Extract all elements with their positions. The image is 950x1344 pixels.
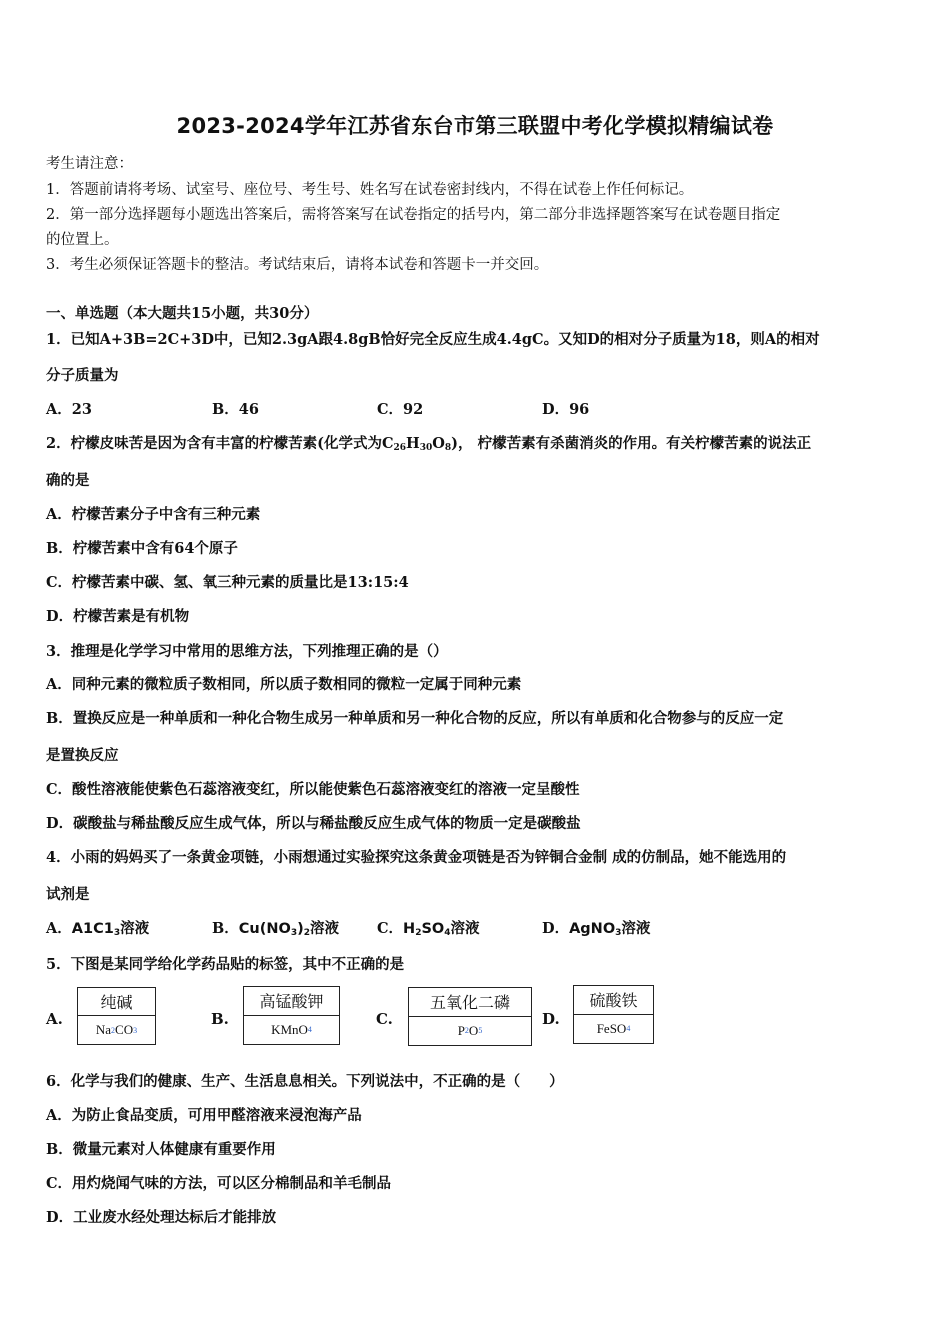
formula-part: AgNO [569, 921, 616, 937]
subscript: 8 [444, 443, 452, 453]
q4-option-b [212, 917, 339, 938]
formula-part: ) [297, 921, 304, 937]
label-name: 纯碱 [78, 988, 155, 1016]
q6-option-c: C．用灼烧闻气味的方法，可以区分棉制品和羊毛制品 [46, 1175, 392, 1192]
q5-label-d [573, 985, 654, 1044]
q2-stem-line1 [46, 432, 811, 453]
q2-option-a: A．柠檬苦素分子中含有三种元素 [46, 506, 261, 523]
q1-option-c: C．92 [377, 401, 424, 418]
q6-option-d: D．工业废水经处理达标后才能排放 [46, 1209, 277, 1226]
q6-stem: 6．化学与我们的健康、生产、生活息息相关。下列说法中，不正确的是（ ） [46, 1073, 564, 1090]
subscript: 3 [290, 928, 298, 938]
formula-part: P [457, 1022, 465, 1038]
notice-item-3: 3．考生必须保证答题卡的整洁。考试结束后，请将本试卷和答题卡一并交回。 [46, 257, 549, 273]
q1-option-b: B．46 [212, 401, 259, 418]
formula-part: O [468, 1022, 479, 1038]
q4-stem-line1: 4．小雨的妈妈买了一条黄金项链，小雨想通过实验探究这条黄金项链是否为锌铜合金制 成的仿制品，她不能选用的 [46, 849, 787, 866]
notice-item-2: 2．第一部分选择题每小题选出答案后，需将答案写在试卷指定的括号内，第二部分非选择题答案写在试卷题目指定 [46, 207, 781, 223]
subscript: 4 [307, 1025, 312, 1035]
q1-option-d: D．96 [542, 401, 590, 418]
q5-label-a-letter: A. [46, 1010, 63, 1028]
label-formula [574, 1015, 653, 1044]
q3-option-c: C．酸性溶液能使紫色石蕊溶液变红，所以能使紫色石蕊溶液变红的溶液一定呈酸性 [46, 781, 580, 798]
subscript: 2 [464, 1026, 469, 1036]
q4-option-d [542, 917, 650, 938]
formula-part: H [403, 921, 416, 937]
q5-label-c-letter: C. [376, 1010, 393, 1028]
formula-part: Na [95, 1022, 112, 1037]
label-formula [409, 1017, 531, 1046]
q2-stem-line2: 确的是 [46, 472, 90, 489]
q3-option-a: A．同种元素的微粒质子数相同，所以质子数相同的微粒一定属于同种元素 [46, 676, 522, 693]
page-title: 2023-2024学年江苏省东台市第三联盟中考化学模拟精编试卷 [176, 114, 774, 138]
q5-label-b [243, 986, 340, 1045]
q2-option-d: D．柠檬苦素是有机物 [46, 608, 190, 625]
label-formula [78, 1016, 155, 1044]
q3-option-b-cont: 是置换反应 [46, 747, 119, 764]
q2-stem-text: 2．柠檬皮味苦是因为含有丰富的柠檬苦素(化学式为C [46, 435, 394, 452]
q4-stem-line2: 试剂是 [46, 886, 90, 903]
label-name: 高锰酸钾 [244, 987, 339, 1016]
notice-item-2-cont: 的位置上。 [46, 232, 119, 248]
option-suffix: 溶液 [450, 920, 480, 937]
option-letter: B． [212, 920, 239, 937]
subscript: 4 [626, 1024, 631, 1034]
notice-item-1: 1．答题前请将考场、试室号、座位号、考生号、姓名写在试卷密封线内，不得在试卷上作任何标记。 [46, 182, 694, 198]
q5-label-d-letter: D. [542, 1010, 560, 1028]
subscript: 3 [615, 928, 622, 938]
q6-option-b: B．微量元素对人体健康有重要作用 [46, 1141, 276, 1158]
label-name: 硫酸铁 [574, 986, 653, 1015]
subscript: 2 [415, 928, 422, 938]
subscript: 3 [113, 928, 121, 938]
formula-part: SO [421, 921, 445, 937]
section-heading: 一、单选题（本大题共15小题，共30分） [46, 305, 319, 322]
q2-option-c: C．柠檬苦素中碳、氢、氧三种元素的质量比是13:15:4 [46, 574, 409, 591]
subscript: 30 [419, 443, 433, 453]
q2-option-b: B．柠檬苦素中含有64个原子 [46, 540, 238, 557]
q5-stem: 5．下图是某同学给化学药品贴的标签，其中不正确的是 [46, 956, 405, 973]
q3-option-b: B．置换反应是一种单质和一种化合物生成另一种单质和另一种化合物的反应，所以有单质和化合物参与的反应一定 [46, 710, 784, 727]
q3-option-d: D．碳酸盐与稀盐酸反应生成气体，所以与稀盐酸反应生成气体的物质一定是碳酸盐 [46, 815, 581, 832]
formula-part: H [406, 435, 420, 452]
q6-option-a: A．为防止食品变质，可用甲醛溶液来浸泡海产品 [46, 1107, 362, 1124]
q5-label-b-letter: B. [211, 1010, 229, 1028]
q1-stem-line1: 1．已知A+3B=2C+3D中，已知2.3gA跟4.8gB恰好完全反应生成4.4gC。又知D的相对分子质量为18，则A的相对 [46, 331, 820, 348]
formula-part: A1C1 [71, 921, 114, 937]
subscript: 2 [111, 1025, 116, 1035]
formula-part: O [432, 435, 445, 452]
option-suffix: 溶液 [120, 920, 150, 937]
notice-heading: 考生请注意： [46, 156, 133, 172]
option-letter: A． [46, 920, 72, 937]
subscript: 2 [303, 928, 310, 938]
q1-stem-line2: 分子质量为 [46, 367, 119, 384]
q5-label-a [77, 987, 156, 1045]
formula-part: KMnO [271, 1021, 308, 1037]
q5-label-c [408, 987, 532, 1046]
q1-option-a: A．23 [46, 401, 92, 418]
label-formula [244, 1016, 339, 1045]
q2-stem-text-cont: )， 柠檬苦素有杀菌消炎的作用。有关柠檬苦素的说法正 [451, 435, 812, 452]
option-letter: D． [542, 920, 570, 937]
subscript: 5 [478, 1026, 483, 1036]
formula-part: FeSO [596, 1020, 627, 1036]
option-suffix: 溶液 [310, 920, 339, 937]
formula-part: Cu(NO [238, 921, 291, 937]
q4-option-c [377, 917, 480, 938]
subscript: 4 [444, 928, 451, 938]
option-letter: C． [377, 920, 404, 937]
subscript: 26 [393, 443, 407, 453]
option-suffix: 溶液 [621, 920, 651, 937]
label-name: 五氧化二磷 [409, 988, 531, 1017]
subscript: 3 [133, 1025, 138, 1035]
formula-part: CO [115, 1022, 134, 1037]
q3-stem: 3．推理是化学学习中常用的思维方法，下列推理正确的是（） [46, 643, 448, 660]
q4-option-a [46, 917, 149, 938]
